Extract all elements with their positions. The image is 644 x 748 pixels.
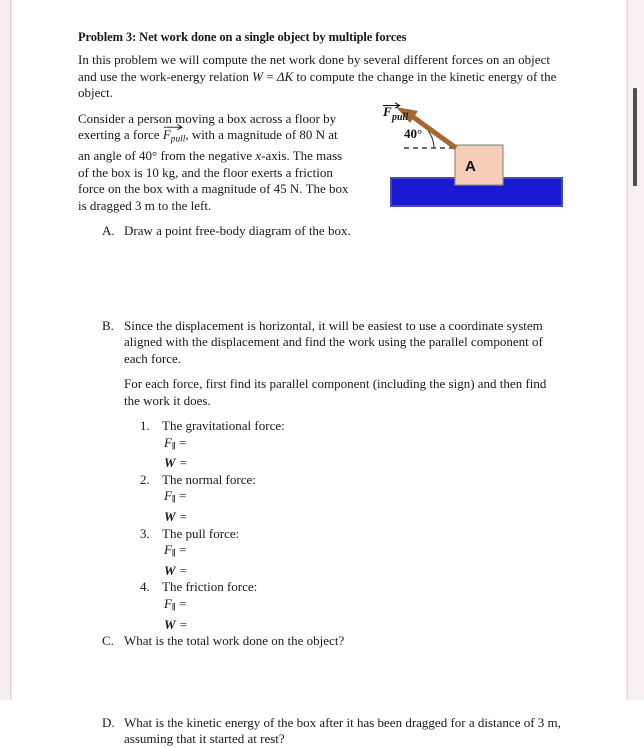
part-b-item-4-f-parallel [164,596,562,617]
f-parallel-subscript: ‖ [171,548,175,560]
part-b-item-1 [140,418,562,435]
f-pull-letter: F [162,127,171,142]
part-d-label: D. [102,714,115,730]
part-c-text: What is the total work done on the object? [124,633,345,649]
equals-sign: = [262,68,277,84]
box-label: A [465,158,476,175]
page-title: Problem 3: Net work done on a single object by multiple forces [78,30,407,44]
part-b-item-2-label: 2. [140,471,150,487]
work-symbol-4: W [164,616,176,632]
delta-k-symbol: ΔK [276,68,294,84]
spacer-b-sub [78,367,562,376]
work-equals-1: = [175,455,188,471]
part-b-item-3-text: The pull force: [162,525,240,541]
part-b-line-1: Since the displacement is horizontal, it will be easiest to use a coordinate system aligned [124,317,543,350]
intro-line-2-prefix: use the work-energy relation [100,68,253,84]
box-object [455,145,503,185]
intro-line-1: In this problem we will compute the net work done by several different forces on an object and [78,52,550,84]
document-sheet [12,0,627,747]
f-parallel-subscript: ‖ [171,494,175,506]
f-parallel-symbol: F [164,542,172,558]
part-b-item-1-text: The gravitational force: [162,418,285,434]
part-a [102,223,562,240]
force-diagram-svg [382,100,577,218]
part-b-sub-line-1: For each force, first find its parallel component (including the sign) and then find the [124,376,547,408]
f-pull-label [382,103,408,123]
part-b-item-3 [140,526,562,543]
part-a-text: Draw a point free-body diagram of the box. [124,223,351,239]
part-b-item-2-f-parallel [164,488,562,509]
work-symbol-3: W [164,562,176,578]
part-c [102,633,562,650]
part-d-line-1: What is the kinetic energy of the box after it has been dragged for a distance of 3 m, [124,714,561,730]
spacer-after-part-c-2 [78,706,562,715]
setup-line-b-suffix: , with a magnitude of 80 N at an [78,127,338,164]
svg-text:F: F [383,104,392,119]
f-parallel-equals: = [174,542,187,558]
part-b-item-3-label: 3. [140,525,150,541]
part-b-item-4-work [164,617,562,634]
f-pull-symbol [163,127,171,144]
intro-line-2-suffix: to compute the change in the kinetic energy of the object. [78,68,557,100]
left-gutter [0,0,11,700]
f-parallel-subscript: ‖ [171,440,175,452]
f-parallel-symbol: F [164,488,172,504]
setup-line-d: box is 10 kg, and the floor exerts a friction force on [78,164,333,197]
part-b-label: B. [102,317,114,333]
angle-label: 40° [404,126,423,141]
spacer-after-part-a [78,240,562,296]
part-b [102,318,562,368]
part-a-label: A. [102,223,115,239]
part-b-sub-line-2: work it does. [143,392,211,408]
part-b-item-4-label: 4. [140,579,150,595]
f-parallel-symbol: F [164,595,172,611]
part-b-subparagraph [124,376,562,409]
svg-text:pull: pull [392,112,409,123]
part-b-item-4 [140,579,562,596]
spacer-after-part-c [78,650,562,706]
f-parallel-equals: = [174,488,187,504]
work-equals-4: = [175,616,188,632]
part-d-line-2: assuming that it started at rest? [124,731,285,747]
setup-line-b-prefix: exerting a force [78,127,163,142]
setup-line-c-prefix: angle of 40° from the negative [93,148,256,164]
part-b-item-4-text: The friction force: [162,579,258,595]
spacer-before-numbered [78,409,562,418]
x-axis-symbol: x [255,148,262,164]
f-parallel-equals: = [174,434,187,450]
work-symbol: W [252,68,263,84]
scrollbar-thumb[interactable] [633,88,637,186]
part-b-item-2 [140,472,562,489]
f-parallel-symbol: F [164,434,172,450]
part-b-text [124,318,562,368]
spacer-after-part-a-2 [78,296,562,318]
part-b-sub-text [124,376,562,409]
part-b-item-2-text: The normal force: [162,471,256,487]
work-symbol-2: W [164,509,176,525]
part-b-line-2: with the displacement and find the work using the parallel component of each force. [124,334,543,366]
part-d-text [124,715,562,748]
setup-paragraph [78,111,350,215]
work-symbol-1: W [164,455,176,471]
f-parallel-subscript: ‖ [171,602,175,614]
part-b-item-3-work [164,563,562,580]
part-b-item-2-work [164,509,562,526]
part-b-item-1-work [164,455,562,472]
setup-line-e: the box with a magnitude of 45 N. The box is dragged [78,181,349,213]
force-diagram-figure [382,100,577,218]
part-b-item-1-f-parallel [164,435,562,456]
setup-line-c-suffix: -axis. The mass of the [78,148,343,180]
work-equals-2: = [175,509,188,525]
f-pull-subscript: pull [170,134,186,145]
intro-paragraph [78,52,562,102]
part-b-item-3-f-parallel [164,542,562,563]
vertical-scrollbar[interactable] [628,0,644,700]
work-equals-3: = [175,562,188,578]
part-c-label: C. [102,633,114,649]
part-b-item-1-label: 1. [140,418,150,434]
part-d [102,715,562,748]
setup-line-f: 3 m to the left. [135,197,212,213]
f-parallel-equals: = [174,595,187,611]
setup-line-a: Consider a person moving a box across a floor by [78,110,337,126]
